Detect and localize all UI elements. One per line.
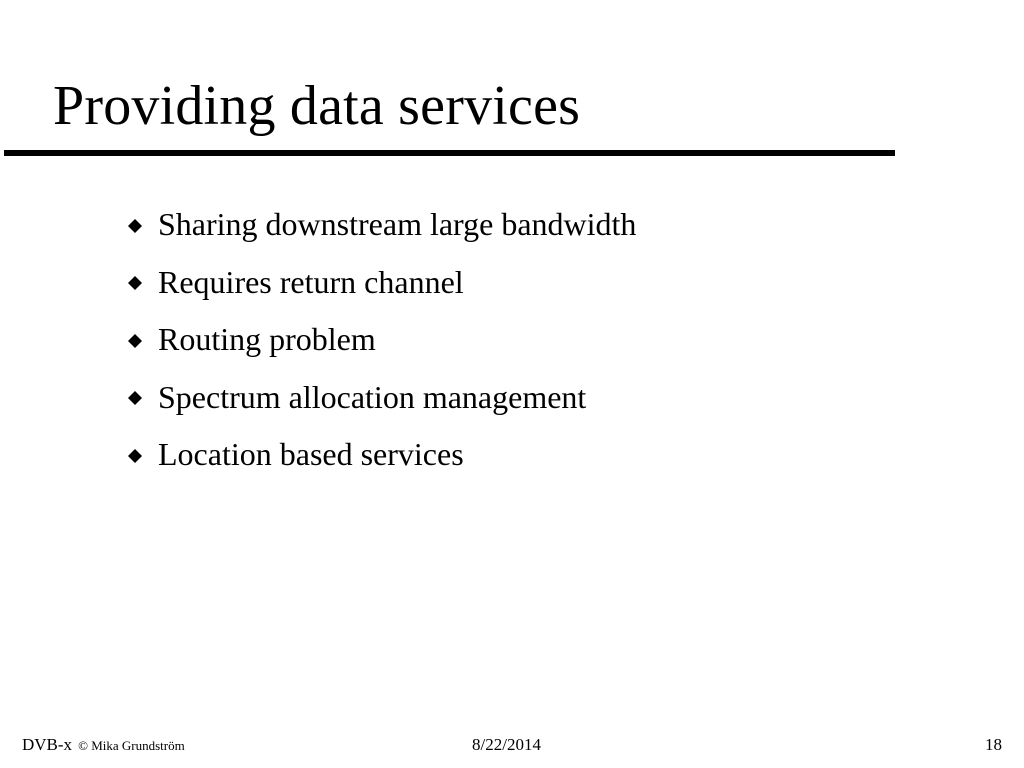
footer-copyright: © Mika Grundström (78, 738, 185, 753)
bullet-item (124, 369, 636, 427)
diamond-icon (128, 391, 142, 405)
bullet-text: Sharing downstream large bandwidth (158, 206, 637, 243)
title-underline (4, 150, 895, 156)
footer-course: DVB-x (22, 735, 73, 754)
bullet-item (124, 254, 636, 312)
diamond-icon (128, 449, 142, 463)
diamond-icon (128, 219, 142, 233)
diamond-icon (128, 334, 142, 348)
footer-left (22, 736, 185, 753)
bullet-text: Requires return channel (158, 263, 464, 300)
bullet-text: Routing problem (158, 321, 376, 358)
bullet-text: Spectrum allocation management (158, 378, 587, 415)
bullet-item (124, 196, 636, 254)
footer-date: 8/22/2014 (472, 735, 541, 754)
bullet-text: Location based services (158, 436, 464, 473)
bullet-item (124, 311, 636, 369)
bullet-item (124, 426, 636, 484)
slide-title: Providing data services (53, 75, 581, 137)
bullet-list (124, 196, 636, 484)
footer-page-number: 18 (985, 735, 1002, 754)
diamond-icon (128, 276, 142, 290)
